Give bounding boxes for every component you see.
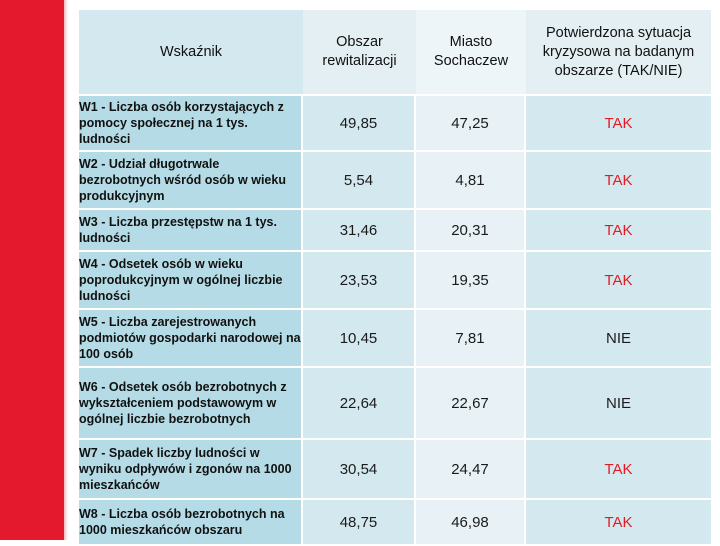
area-value: 30,54 <box>303 440 416 498</box>
city-value: 20,31 <box>416 210 526 250</box>
indicator-label: W1 - Liczba osób korzystających z pomocy społecznej na 1 tys. ludności <box>79 96 303 150</box>
area-value: 23,53 <box>303 252 416 308</box>
city-value: 22,67 <box>416 368 526 438</box>
area-value: 31,46 <box>303 210 416 250</box>
table-row <box>79 440 711 498</box>
crisis-status: TAK <box>526 500 711 544</box>
crisis-status: NIE <box>526 310 711 366</box>
header-crisis: Potwierdzona sytuacja kryzysowa na badanym obszarze (TAK/NIE) <box>526 10 711 94</box>
table-row <box>79 500 711 544</box>
header-area: Obszar rewitalizacji <box>303 10 416 94</box>
city-value: 46,98 <box>416 500 526 544</box>
table-row <box>79 368 711 438</box>
accent-bar-edge <box>64 0 68 540</box>
crisis-status: TAK <box>526 440 711 498</box>
table-row <box>79 252 711 308</box>
city-value: 7,81 <box>416 310 526 366</box>
table-row <box>79 96 711 150</box>
indicator-table <box>79 8 711 546</box>
crisis-status: TAK <box>526 152 711 208</box>
indicator-label: W4 - Odsetek osób w wieku poprodukcyjnym w ogólnej liczbie ludności <box>79 252 303 308</box>
table-row <box>79 310 711 366</box>
indicator-label: W2 - Udział długotrwale bezrobotnych wśród osób w wieku produkcyjnym <box>79 152 303 208</box>
city-value: 4,81 <box>416 152 526 208</box>
crisis-status: TAK <box>526 252 711 308</box>
city-value: 24,47 <box>416 440 526 498</box>
table-body <box>79 96 711 544</box>
crisis-status: TAK <box>526 96 711 150</box>
city-value: 47,25 <box>416 96 526 150</box>
indicator-label: W7 - Spadek liczby ludności w wyniku odpływów i zgonów na 1000 mieszkańców <box>79 440 303 498</box>
crisis-status: TAK <box>526 210 711 250</box>
header-city: Miasto Sochaczew <box>416 10 526 94</box>
header-indicator: Wskaźnik <box>79 10 303 94</box>
accent-bar <box>0 0 64 540</box>
table-row <box>79 210 711 250</box>
indicator-label: W8 - Liczba osób bezrobotnych na 1000 mieszkańców obszaru <box>79 500 303 544</box>
indicator-label: W3 - Liczba przestępstw na 1 tys. ludności <box>79 210 303 250</box>
area-value: 10,45 <box>303 310 416 366</box>
area-value: 48,75 <box>303 500 416 544</box>
city-value: 19,35 <box>416 252 526 308</box>
table-row <box>79 152 711 208</box>
indicator-label: W6 - Odsetek osób bezrobotnych z wykształceniem podstawowym w ogólnej liczbie bezrobotnych <box>79 368 303 438</box>
area-value: 5,54 <box>303 152 416 208</box>
area-value: 49,85 <box>303 96 416 150</box>
area-value: 22,64 <box>303 368 416 438</box>
crisis-status: NIE <box>526 368 711 438</box>
table-header <box>79 10 711 94</box>
indicator-label: W5 - Liczba zarejestrowanych podmiotów gospodarki narodowej na 100 osób <box>79 310 303 366</box>
